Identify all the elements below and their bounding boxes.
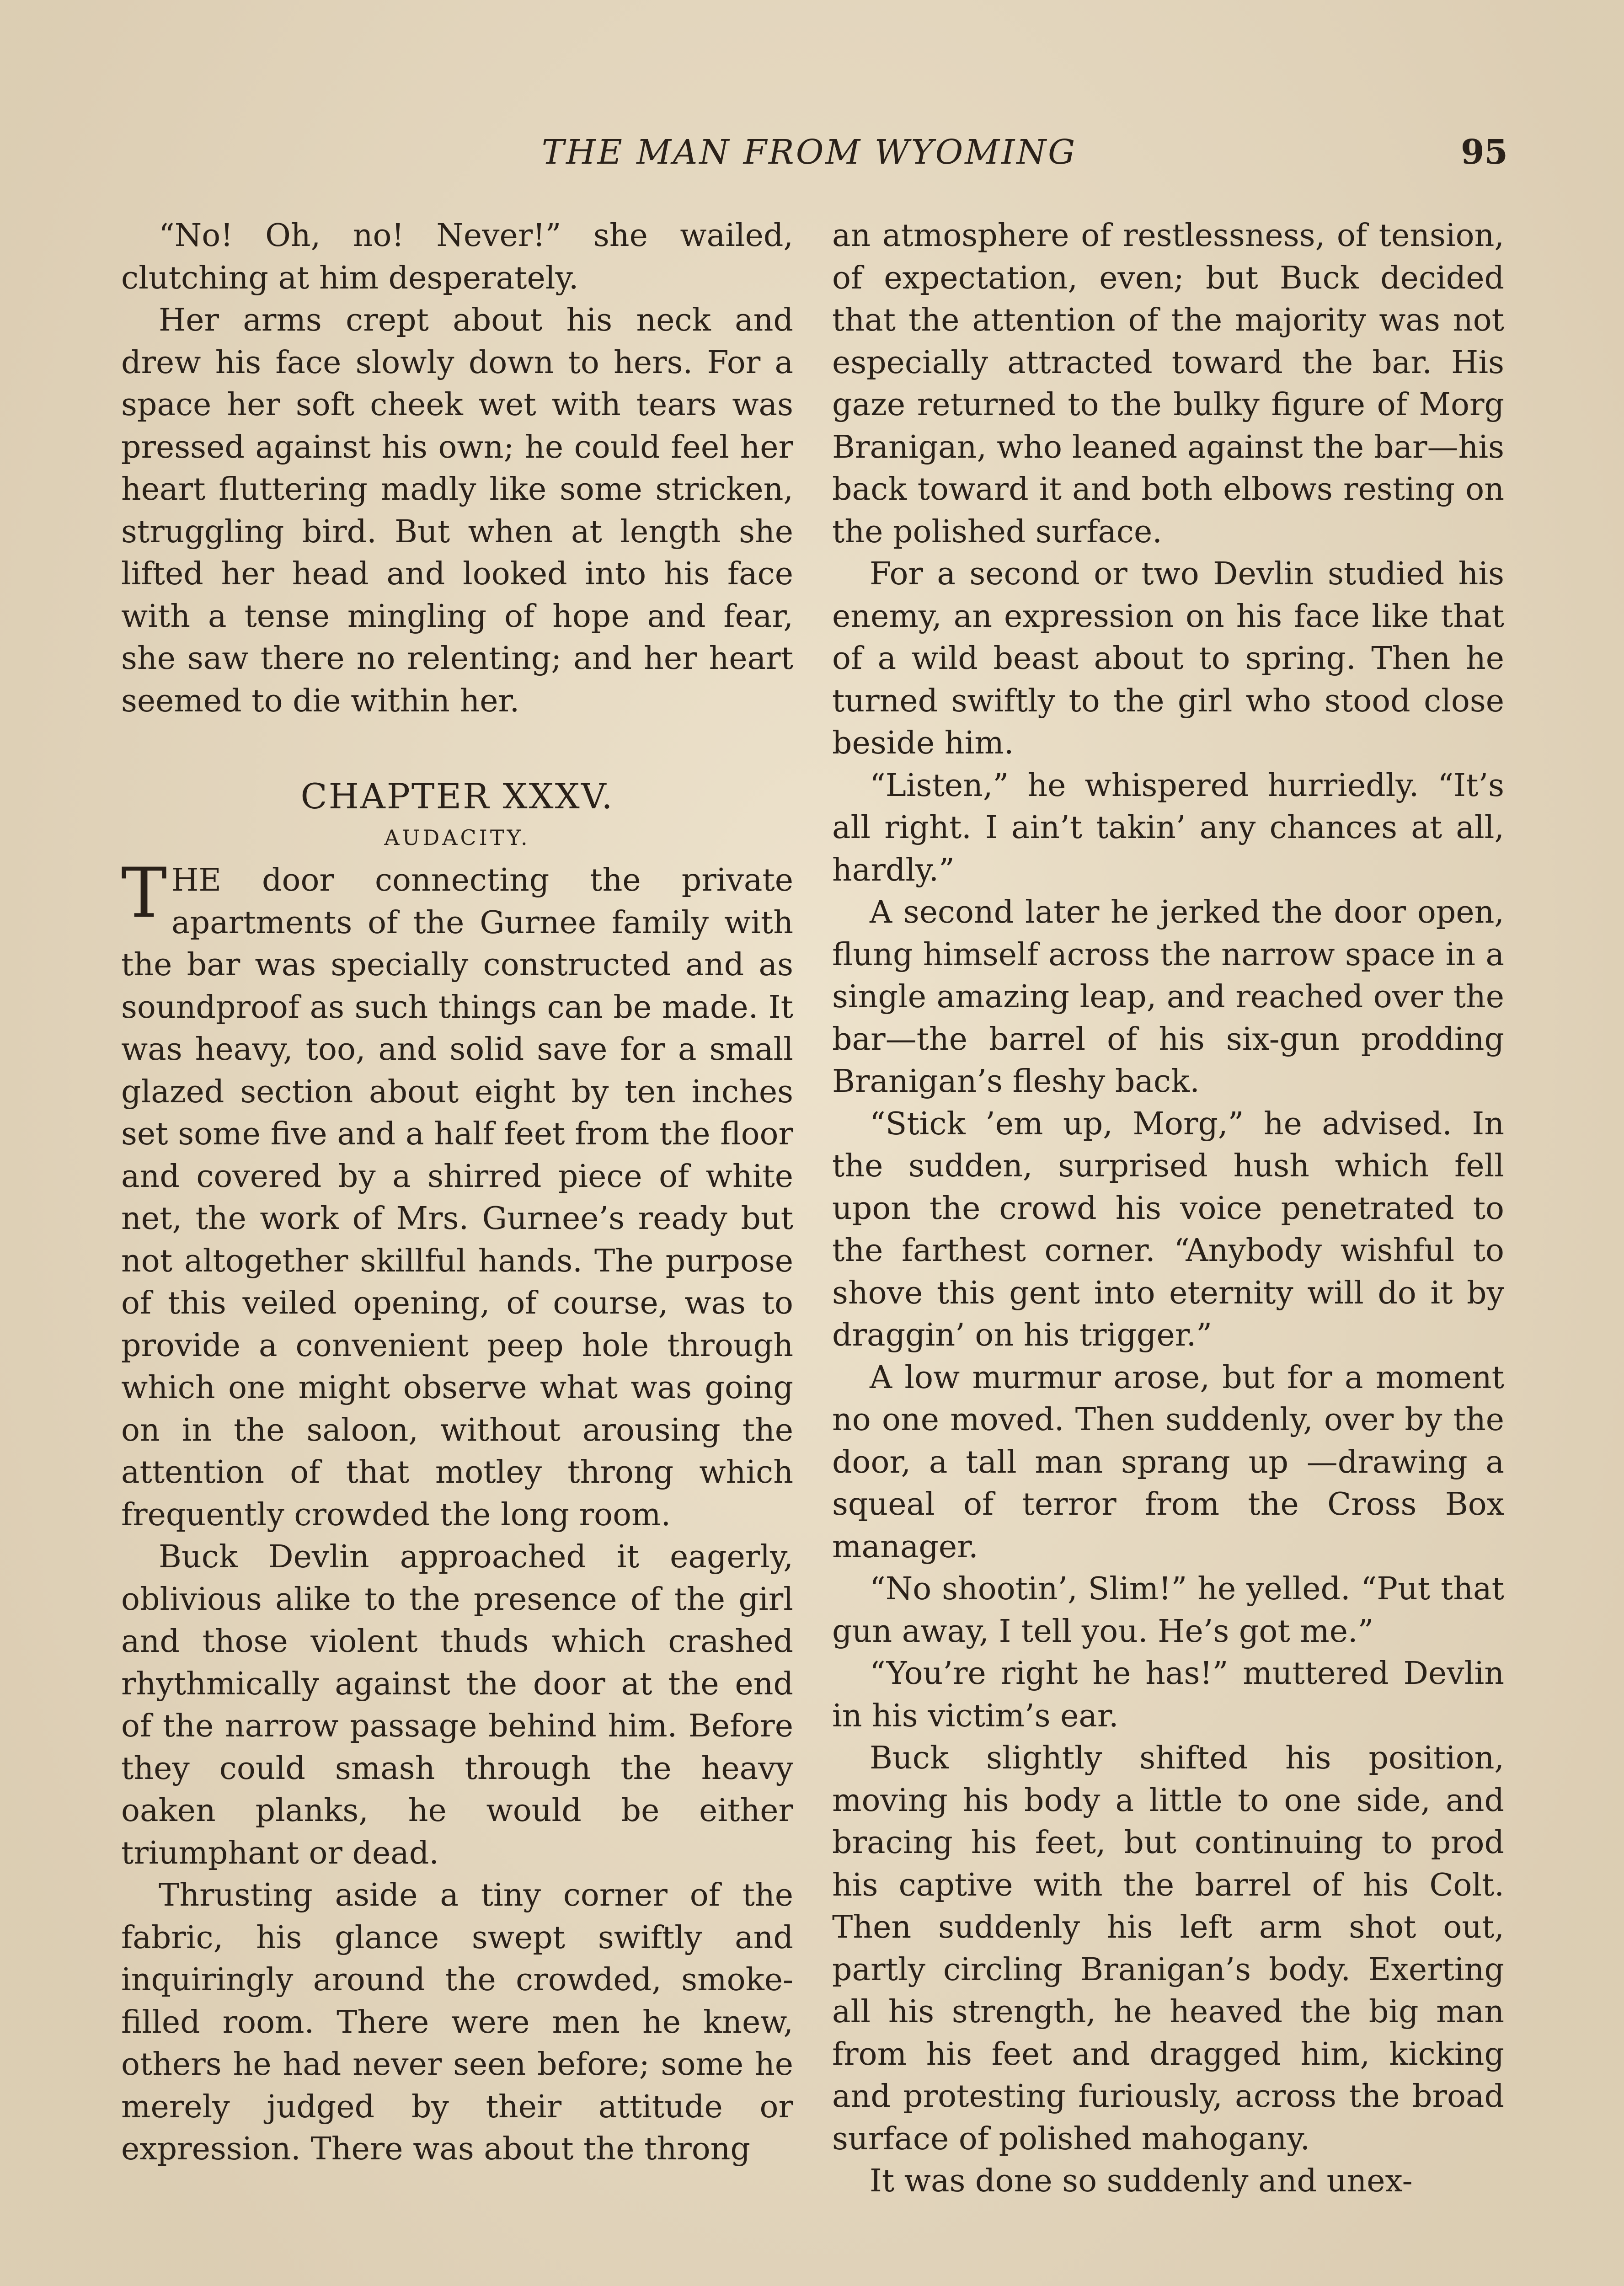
drop-cap: T bbox=[121, 854, 167, 933]
running-head: THE MAN FROM WYOMING bbox=[541, 133, 1077, 172]
paragraph: “No! Oh, no! Never!” she wailed, clutching at him desperately. bbox=[121, 218, 793, 296]
right-column bbox=[832, 215, 1504, 2203]
paragraph: “Stick ’em up, Morg,” he advised. In the sudden, surprised hush which fell upon the crowd his voice penetrated to the farthest corner. “Anybody wishful to shove this gent into eternity will do it by draggin’ on his trigger.” bbox=[832, 1106, 1504, 1353]
paragraph: It was done so suddenly and unex- bbox=[870, 2163, 1413, 2199]
paragraph: “Listen,” he whispered hurriedly. “It’s all right. I ain’t takin’ any chances at all, hardly.” bbox=[832, 767, 1504, 888]
paragraph: A low murmur arose, but for a moment no one moved. Then suddenly, over by the door, a tall man sprang up —drawing a squeal of terror from the Cross Box manager. bbox=[832, 1359, 1504, 1565]
paragraph: an atmosphere of restlessness, of tension, of expectation, even; but Buck decided that the attention of the majority was not especially attracted toward the bar. His gaze returned to the bulky figure of Morg Branigan, who leaned against the bar—his back toward it and both elbows resting on the polished surface. bbox=[832, 218, 1504, 550]
chapter-subtitle: AUDACITY. bbox=[384, 825, 530, 850]
paragraph: Buck slightly shifted his position, moving his body a little to one side, and bracing his feet, but continuing to prod his captive with the barrel of his Colt. Then suddenly his left arm shot out, partly circling Branigan’s body. Exerting all his strength, he heaved the big man from his feet and dragged him, kicking and protesting furiously, across the broad surface of polished mahogany. bbox=[832, 1740, 1504, 2157]
paragraph: Buck Devlin approached it eagerly, oblivious alike to the presence of the girl and those violent thuds which crashed rhythmically against the door at the end of the narrow passage behind him. Before they could smash through the heavy oaken planks, he would be either triumphant or dead. bbox=[121, 1539, 793, 1871]
paragraph: Thrusting aside a tiny corner of the fabric, his glance swept swiftly and inquiringly around the crowded, smoke-filled room. There were men he knew, others he had never seen before; some he merely judged by their attitude or expression. There was about the throng bbox=[121, 1877, 793, 2167]
paragraph: Her arms crept about his neck and drew his face slowly down to hers. For a space her soft cheek wet with tears was pressed against his own; he could feel her heart fluttering madly like some stricken, struggling bird. But when at length she lifted her head and looked into his face with a tense mingling of hope and fear, she saw there no relenting; and her heart seemed to die within her. bbox=[121, 302, 793, 719]
page-number: 95 bbox=[1461, 133, 1508, 172]
chapter-opening-paragraph bbox=[121, 854, 793, 1536]
paragraph: “You’re right he has!” muttered Devlin in his victim’s ear. bbox=[832, 1656, 1504, 1734]
paragraph-text: HE door connecting the private apartments of the Gurnee family with the bar was specially constructed and as soundproof as such things can be made. It was heavy, too, and solid save for a small glazed section about eight by ten inches set some five and a half feet from the floor and covered by a shirred piece of white net, the work of Mrs. Gurnee’s ready but not altogether skillful hands. The purpose of this veiled opening, of course, was to provide a convenient peep hole through which one might observe what was going on in the saloon, without arousing the attention of that motley throng which frequently crowded the long room. bbox=[121, 862, 793, 1533]
paragraph: A second later he jerked the door open, flung himself across the narrow space in a single amazing leap, and reached over the bar—the barrel of his six-gun prodding Branigan’s fleshy back. bbox=[832, 894, 1504, 1100]
paragraph: For a second or two Devlin studied his enemy, an expression on his face like that of a wild beast about to spring. Then he turned swiftly to the girl who stood close beside him. bbox=[832, 556, 1504, 761]
paragraph: “No shootin’, Slim!” he yelled. “Put that gun away, I tell you. He’s got me.” bbox=[832, 1571, 1504, 1650]
chapter-title: CHAPTER XXXV. bbox=[300, 776, 614, 817]
left-column bbox=[121, 215, 793, 2171]
